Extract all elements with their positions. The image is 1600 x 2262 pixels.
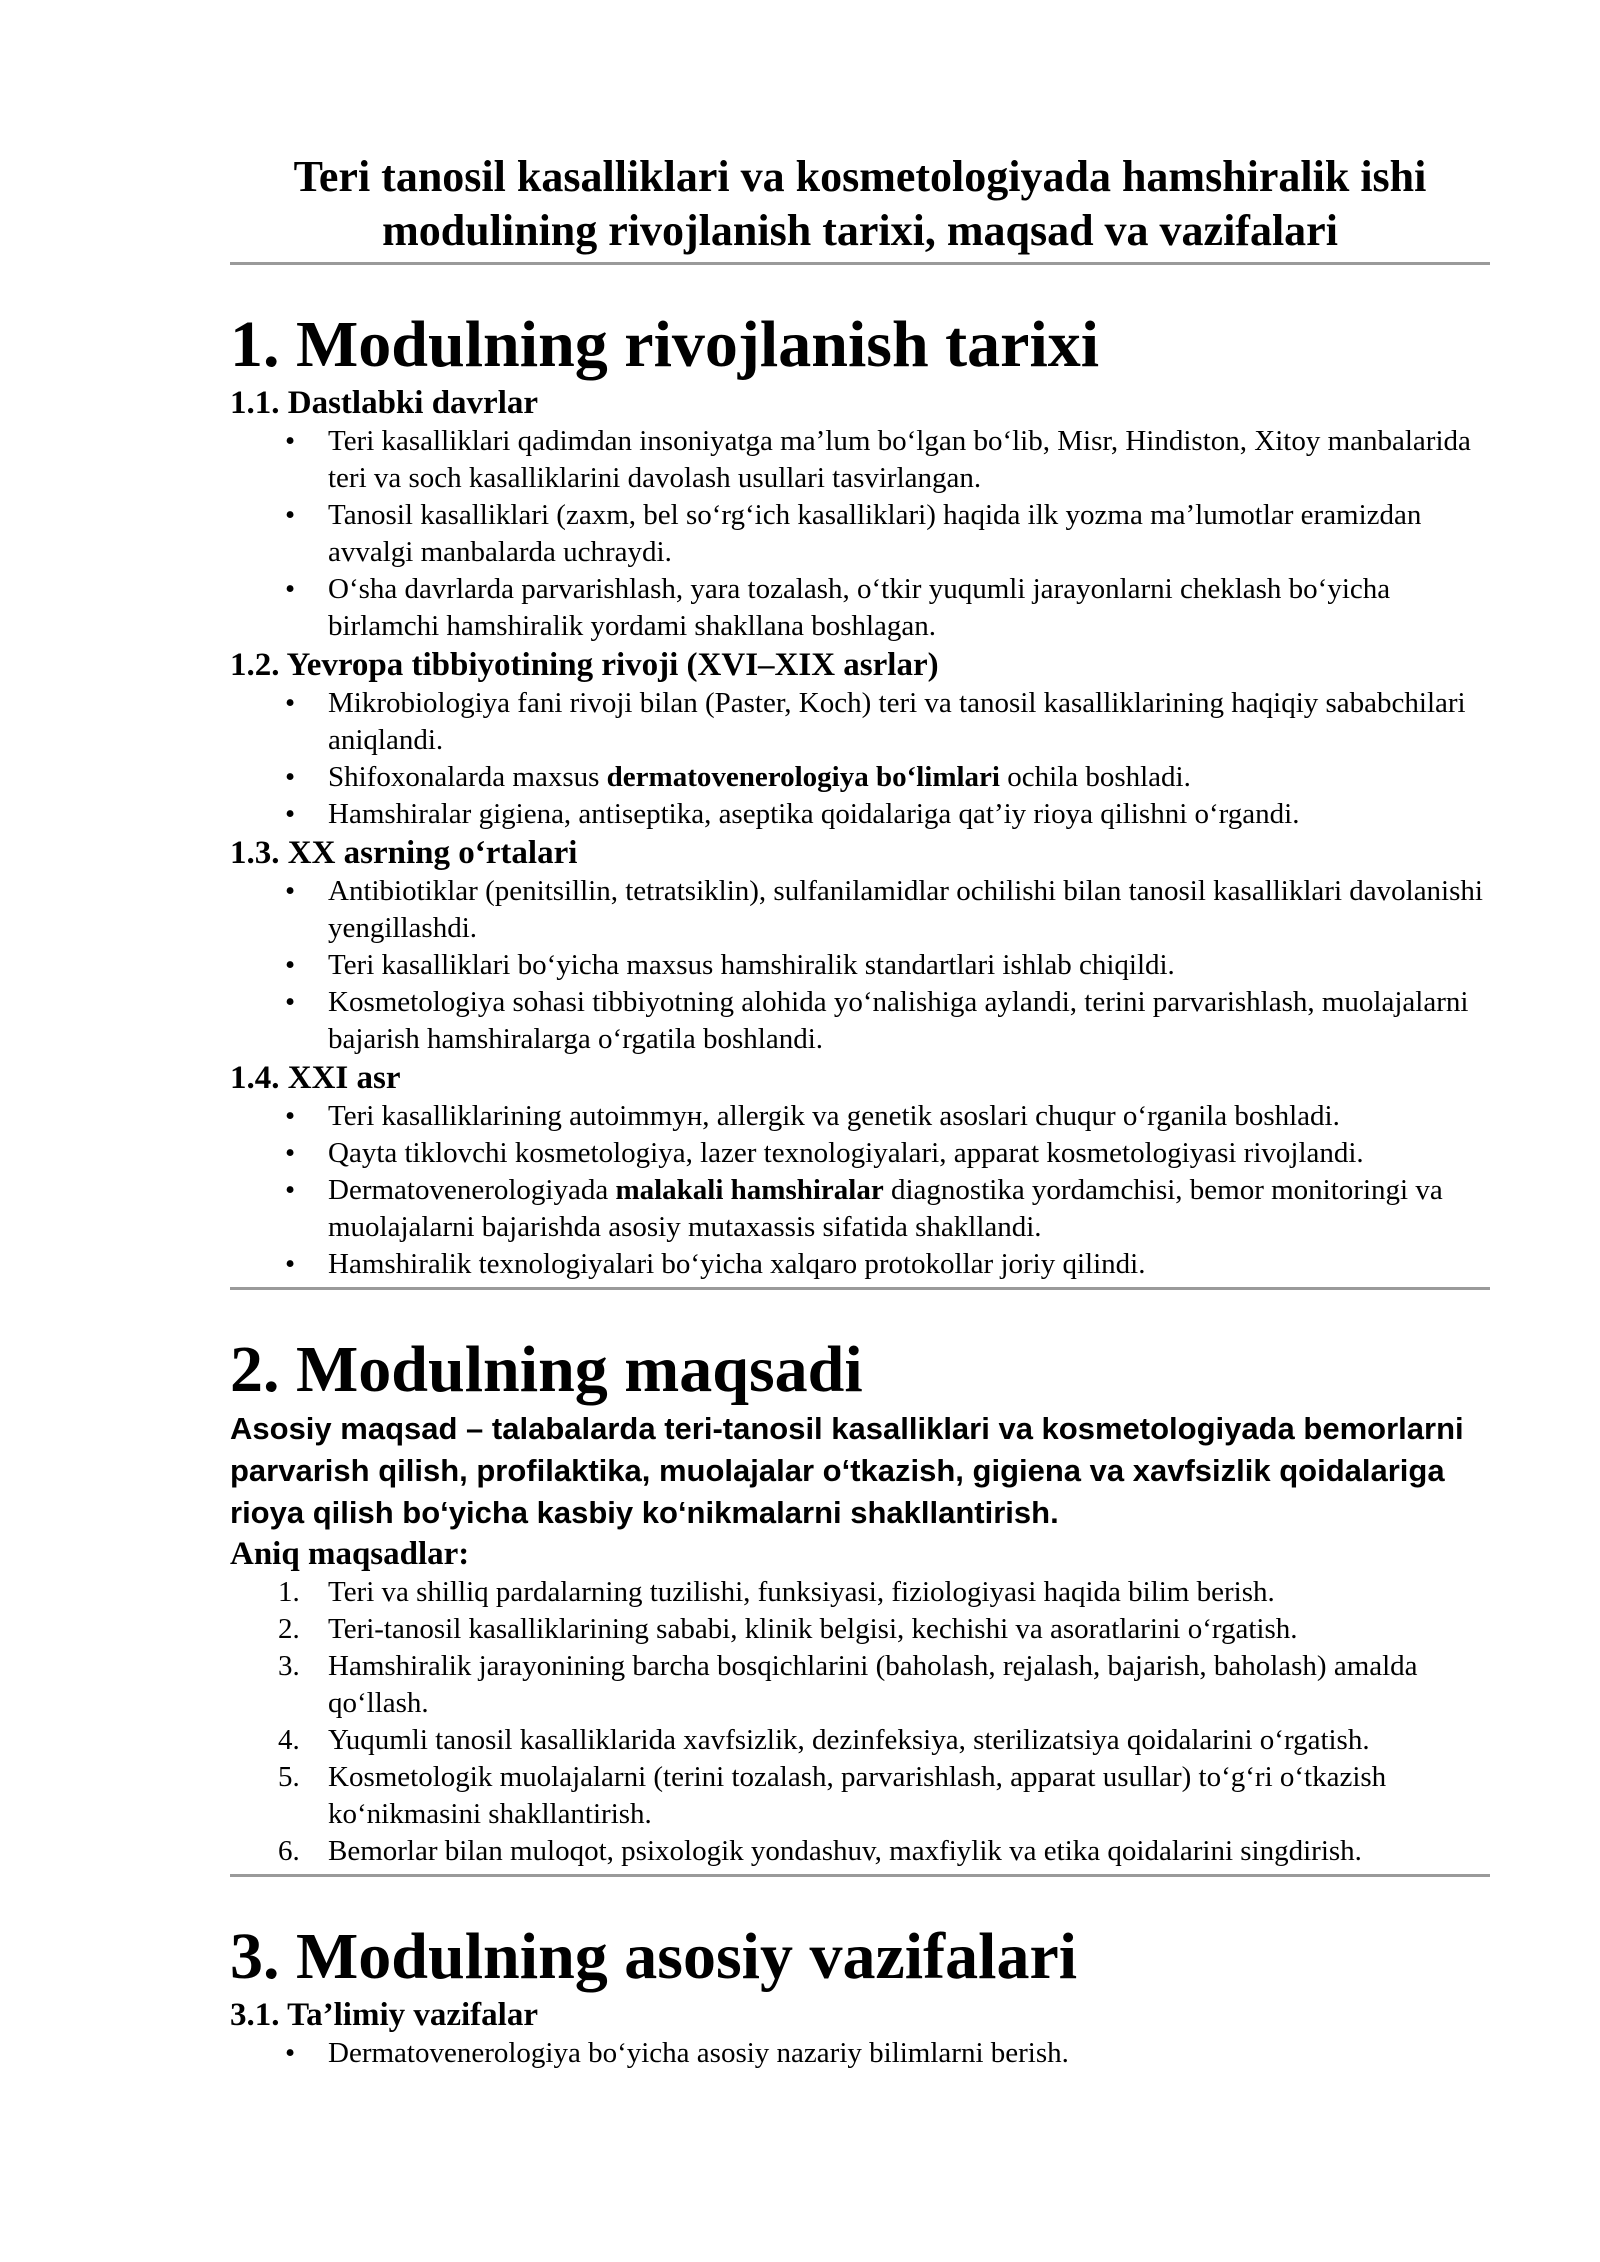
subsection-21st-heading: 1.4. XXI asr [230, 1060, 401, 1096]
list-item: • Antibiotiklar (penitsillin, tetratsiklin), sulfanilamidlar ochilishi bilan tanosil kasalliklari davolanishi yengillashdi. [230, 873, 1490, 947]
list-item-text: ochila boshladi. [999, 761, 1191, 793]
document-title: Teri tanosil kasalliklari va kosmetologiyada hamshiralik ishi modulining rivojlanish tarixi, maqsad va vazifalari [293, 152, 1427, 255]
section-history-heading: 1. Modulning rivojlanish tarixi [230, 308, 1100, 381]
list-item: • Mikrobiologiya fani rivoji bilan (Paster, Koch) teri va tanosil kasalliklarining haqiqiy sababchilari aniqlandi. [230, 685, 1490, 759]
list-item-text: Teri va shilliq pardalarning tuzilishi, funksiyasi, fiziologiyasi haqida bilim berish. [328, 1576, 1275, 1608]
section-tasks [230, 1919, 1490, 2072]
list-item: • Teri kasalliklari qadimdan insoniyatga ma’lum bo‘lgan bo‘lib, Misr, Hindiston, Xitoy manbalarida teri va soch kasalliklarini davolash usullari tasvirlangan. [230, 423, 1490, 497]
list-item: • Qayta tiklovchi kosmetologiya, lazer texnologiyalari, apparat kosmetologiyasi rivojlandi. [230, 1135, 1490, 1172]
subsection-early-periods-heading: 1.1. Dastlabki davrlar [230, 385, 539, 421]
subsection-mid-20th-heading: 1.3. XX asrning o‘rtalari [230, 835, 578, 871]
list-item: • Kosmetologiya sohasi tibbiyotning alohida yo‘nalishiga aylandi, terini parvarishlash, muolajalarni bajarish hamshiralarga o‘rgatila boshlandi. [230, 984, 1490, 1058]
list-item: • Tanosil kasalliklari (zaxm, bel so‘rg‘ich kasalliklari) haqida ilk yozma ma’lumotlar eramizdan avvalgi manbalarda uchraydi. [230, 497, 1490, 571]
section-goal-heading: 2. Modulning maqsadi [230, 1333, 863, 1406]
section-tasks-heading: 3. Modulning asosiy vazifalari [230, 1920, 1078, 1993]
section-divider [230, 1874, 1490, 1877]
section-goal [230, 1332, 1490, 1877]
list-item-emphasis: dermatovenerologiya bo‘limlari [606, 761, 1000, 793]
list-item [230, 759, 1490, 796]
list-item-text: Yuqumli tanosil kasalliklarida xavfsizlik, dezinfeksiya, sterilizatsiya qoidalarini o‘rgatish. [328, 1724, 1370, 1756]
list-item: • Teri kasalliklarining autoimmун, allergik va genetik asoslari chuqur o‘rganila boshladi. [230, 1098, 1490, 1135]
list-number: 1. [278, 1576, 300, 1608]
list-number: 4. [278, 1724, 300, 1756]
list-number: 5. [278, 1761, 300, 1793]
list-item: • Dermatovenerologiya bo‘yicha asosiy nazariy bilimlarni berish. [230, 2035, 1490, 2072]
section-history [230, 307, 1490, 1290]
mid-20th-list [230, 873, 1490, 1058]
list-item-emphasis: malakali hamshiralar [615, 1174, 884, 1206]
list-number: 3. [278, 1650, 300, 1682]
list-item-text: Shifoxonalarda maxsus [328, 761, 607, 793]
list-item [230, 1172, 1490, 1246]
subsection-educational-heading: 3.1. Ta’limiy vazifalar [230, 1997, 538, 2033]
specific-goals-heading: Aniq maqsadlar: [230, 1536, 470, 1572]
list-number: 2. [278, 1613, 300, 1645]
list-item-text: diagnostika yordamchisi, bemor monitoringi va muolajalarni bajarishda asosiy mutaxassis sifatida shakllandi. [328, 1174, 1443, 1243]
list-item [230, 1833, 1490, 1870]
educational-tasks-list [230, 2035, 1490, 2072]
list-item-text: Teri-tanosil kasalliklarining sababi, klinik belgisi, kechishi va asoratlarini o‘rgatish. [328, 1613, 1298, 1645]
specific-goals-list [230, 1574, 1490, 1870]
list-number: 6. [278, 1835, 300, 1867]
list-item-text: Hamshiralik jarayonining barcha bosqichlarini (baholash, rejalash, bajarish, baholash) amalda qo‘llash. [328, 1650, 1418, 1719]
list-item [230, 1611, 1490, 1648]
early-periods-list [230, 423, 1490, 645]
document-content [230, 150, 1490, 2072]
list-item: • Teri kasalliklari bo‘yicha maxsus hamshiralik standartlari ishlab chiqildi. [230, 947, 1490, 984]
list-item-text: Dermatovenerologiyada [328, 1174, 616, 1206]
title-divider [230, 262, 1490, 265]
subsection-europe-heading: 1.2. Yevropa tibbiyotining rivoji (XVI–XIX asrlar) [230, 647, 939, 683]
list-item-text: Bemorlar bilan muloqot, psixologik yondashuv, maxfiylik va etika qoidalarini singdirish. [328, 1835, 1362, 1867]
list-item [230, 1574, 1490, 1611]
main-goal-text: Asosiy maqsad – talabalarda teri-tanosil kasalliklari va kosmetologiyada bemorlarni parvarish qilish, profilaktika, muolajalar o‘tkazish, gigiena va xavfsizlik qoidalariga rioya qilish bo‘yicha kasbiy ko‘nikmalarni shakllantirish. [230, 1411, 1464, 1530]
section-divider [230, 1287, 1490, 1290]
list-item-text: Kosmetologik muolajalarni (terini tozalash, parvarishlash, apparat usullar) to‘g‘ri o‘tkazish ko‘nikmasini shakllantirish. [328, 1761, 1387, 1830]
list-item [230, 1759, 1490, 1833]
21st-list [230, 1098, 1490, 1283]
list-item [230, 1648, 1490, 1722]
list-item: • Hamshiralik texnologiyalari bo‘yicha xalqaro protokollar joriy qilindi. [230, 1246, 1490, 1283]
europe-list [230, 685, 1490, 833]
list-item: • Hamshiralar gigiena, antiseptika, aseptika qoidalariga qat’iy rioya qilishni o‘rgandi. [230, 796, 1490, 833]
list-item: • O‘sha davrlarda parvarishlash, yara tozalash, o‘tkir yuqumli jarayonlarni cheklash bo‘yicha birlamchi hamshiralik yordami shakllana boshlagan. [230, 571, 1490, 645]
list-item [230, 1722, 1490, 1759]
